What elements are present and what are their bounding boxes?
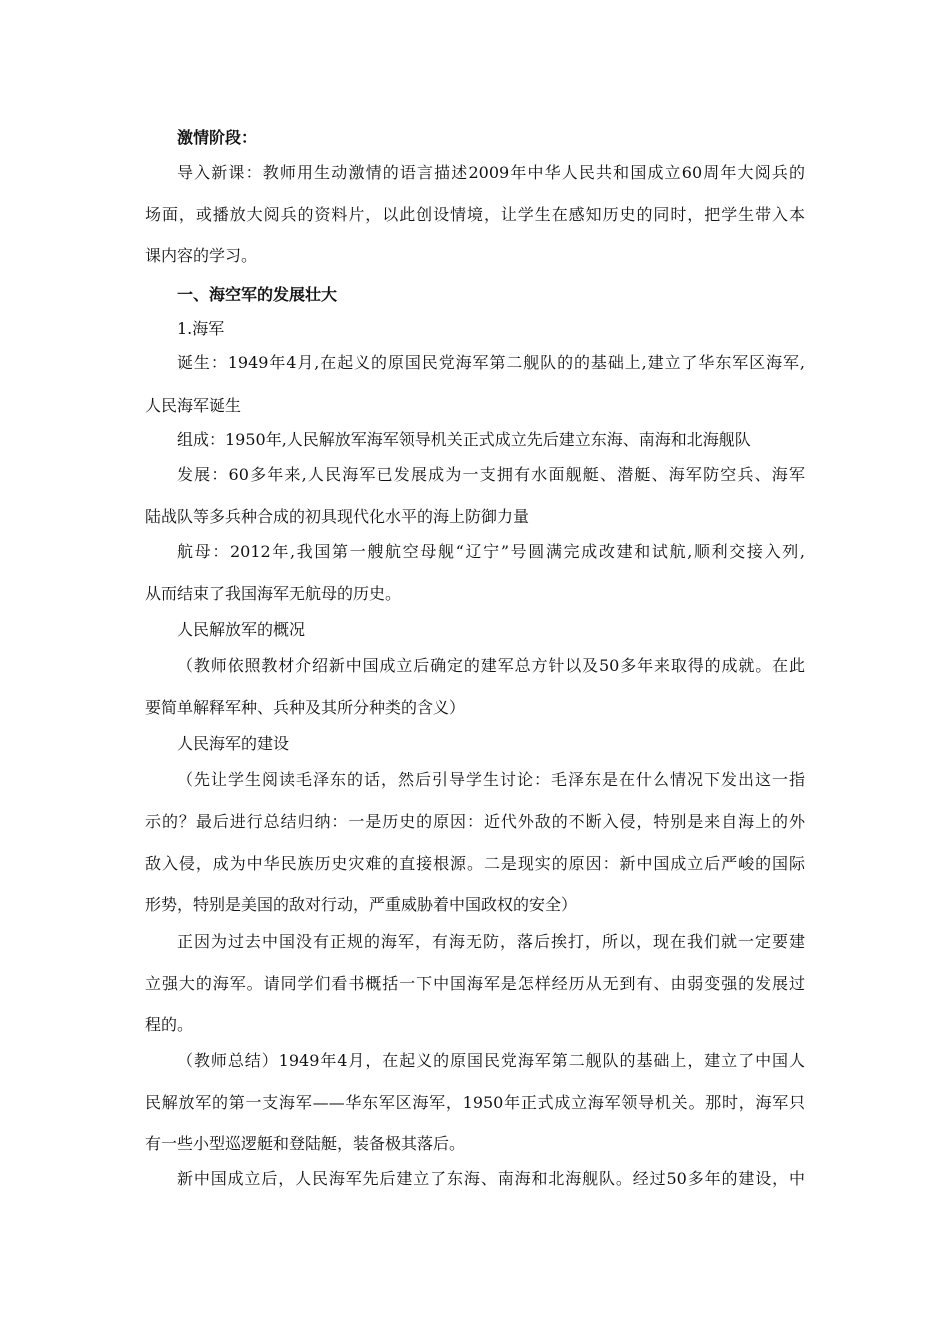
navy-construction-note-2: 示的？最后进行总结归纳：一是历史的原因：近代外敌的不断入侵，特别是来自海上的外 xyxy=(145,812,805,831)
because-para-line-3: 程的。 xyxy=(145,1015,194,1034)
carrier-line-2: 从而结束了我国海军无航母的历史。 xyxy=(145,584,402,603)
pla-overview-note-1: （教师依照教材介绍新中国成立后确定的建军总方针以及50多年来取得的成就。在此 xyxy=(177,656,805,675)
birth-line-2: 人民海军诞生 xyxy=(145,396,242,415)
birth-line-1: 诞生：1949年4月,在起义的原国民党海军第二舰队的的基础上,建立了华东军区海军, xyxy=(177,353,805,372)
teacher-summary-line-1: （教师总结）1949年4月，在起义的原国民党海军第二舰队的基础上，建立了中国人 xyxy=(177,1051,805,1070)
because-para-line-1: 正因为过去中国没有正规的海军，有海无防，落后挨打，所以，现在我们就一定要建 xyxy=(177,932,805,951)
development-line-2: 陆战队等多兵种合成的初具现代化水平的海上防御力量 xyxy=(145,507,530,526)
subsection-title: 1.海军 xyxy=(177,319,225,338)
navy-construction-title: 人民海军的建设 xyxy=(177,734,290,753)
carrier-line-1: 航母：2012年,我国第一艘航空母舰“辽宁”号圆满完成改建和试航,顺利交接入列, xyxy=(177,542,805,561)
pla-overview-note-2: 要简单解释军种、兵种及其所分种类的含义） xyxy=(145,698,466,717)
pla-overview-title: 人民解放军的概况 xyxy=(177,620,306,639)
heading: 激情阶段： xyxy=(177,128,258,147)
navy-construction-note-1: （先让学生阅读毛泽东的话，然后引导学生讨论：毛泽东是在什么情况下发出这一指 xyxy=(177,770,805,789)
teacher-summary-line-2: 民解放军的第一支海军——华东军区海军，1950年正式成立海军领导机关。那时，海军只 xyxy=(145,1093,805,1112)
intro-line-3: 课内容的学习。 xyxy=(145,246,258,265)
section-title: 一、海空军的发展壮大 xyxy=(177,285,338,304)
navy-construction-note-4: 形势，特别是美国的敌对行动，严重威胁着中国政权的安全） xyxy=(145,895,578,914)
composition-line: 组成：1950年,人民解放军海军领导机关正式成立先后建立东海、南海和北海舰队 xyxy=(177,430,751,449)
intro-line-2: 场面，或播放大阅兵的资料片，以此创设情境，让学生在感知历史的同时，把学生带入本 xyxy=(145,205,805,224)
navy-construction-note-3: 敌入侵，成为中华民族历史灾难的直接根源。二是现实的原因：新中国成立后严峻的国际 xyxy=(145,854,805,873)
development-line-1: 发展：60多年来,人民海军已发展成为一支拥有水面舰艇、潜艇、海军防空兵、海军 xyxy=(177,465,805,484)
final-para-line-1: 新中国成立后，人民海军先后建立了东海、南海和北海舰队。经过50多年的建设，中 xyxy=(177,1169,805,1188)
intro-line-1: 导入新课：教师用生动激情的语言描述2009年中华人民共和国成立60周年大阅兵的 xyxy=(177,163,805,182)
because-para-line-2: 立强大的海军。请同学们看书概括一下中国海军是怎样经历从无到有、由弱变强的发展过 xyxy=(145,974,805,993)
teacher-summary-line-3: 有一些小型巡逻艇和登陆艇，装备极其落后。 xyxy=(145,1134,466,1153)
